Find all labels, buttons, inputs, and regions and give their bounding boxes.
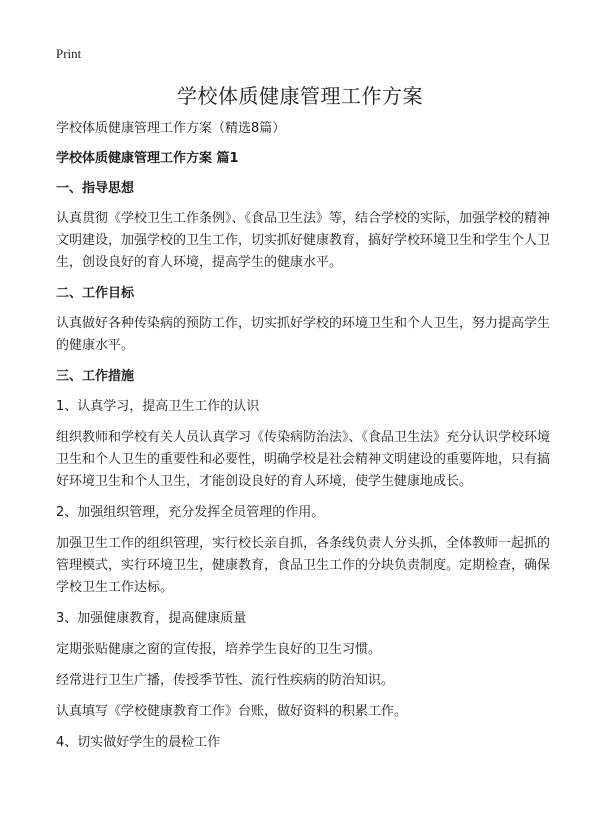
- section-heading-goals: 二、工作目标: [56, 286, 135, 301]
- article-title: 学校体质健康管理工作方案 篇1: [56, 151, 239, 166]
- measure-item-1-paragraph: 组织教师和学校有关人员认真学习《传染病防治法》、《食品卫生法》充分认识学校环境卫生和个人卫生的重要性和必要性，明确学校是社会精神文明建设的重要阵地，只有搞好环境卫生和个人卫生，才能创设良好的育人环境，使学生健康地成长。: [56, 430, 551, 489]
- measure-item-4: 4、切实做好学生的晨检工作: [56, 735, 221, 750]
- print-link[interactable]: Print: [56, 46, 82, 61]
- section-heading-measures: 三、工作措施: [56, 369, 135, 384]
- document-body: [56, 118, 556, 763]
- document-subtitle: 学校体质健康管理工作方案（精选8篇）: [56, 121, 286, 136]
- section-paragraph-goals: 认真做好各种传染病的预防工作，切实抓好学校的环境卫生和个人卫生，努力提高学生的健康水平。: [56, 316, 551, 353]
- measure-item-2-paragraph: 加强卫生工作的组织管理，实行校长亲自抓，各条线负责人分头抓，全体教师一起抓的管理模式，实行环境卫生，健康教育，食品卫生工作的分块负责制度。定期检查，确保学校卫生工作达标。: [56, 536, 551, 595]
- section-paragraph-guiding: 认真贯彻《学校卫生工作条例》、《食品卫生法》等，结合学校的实际，加强学校的精神文明建设，加强学校的卫生工作，切实抓好健康教育，搞好学校环境卫生和学生个人卫生，创设良好的育人环境，提高学生的健康水平。: [56, 211, 551, 270]
- page-title: 学校体质健康管理工作方案: [177, 84, 423, 108]
- section-heading-guiding: 一、指导思想: [56, 181, 135, 196]
- measure-item-3-paragraph-3: 认真填写《学校健康教育工作》台账，做好资料的积累工作。: [56, 704, 408, 719]
- measure-item-1: 1、认真学习，提高卫生工作的认识: [56, 399, 260, 414]
- measure-item-3-paragraph-1: 定期张贴健康之窗的宣传报，培养学生良好的卫生习惯。: [56, 642, 382, 657]
- measure-item-2: 2、加强组织管理，充分发挥全员管理的作用。: [56, 505, 325, 520]
- measure-item-3-paragraph-2: 经常进行卫生广播，传授季节性、流行性疾病的防治知识。: [56, 673, 395, 688]
- measure-item-3: 3、加强健康教育，提高健康质量: [56, 611, 247, 626]
